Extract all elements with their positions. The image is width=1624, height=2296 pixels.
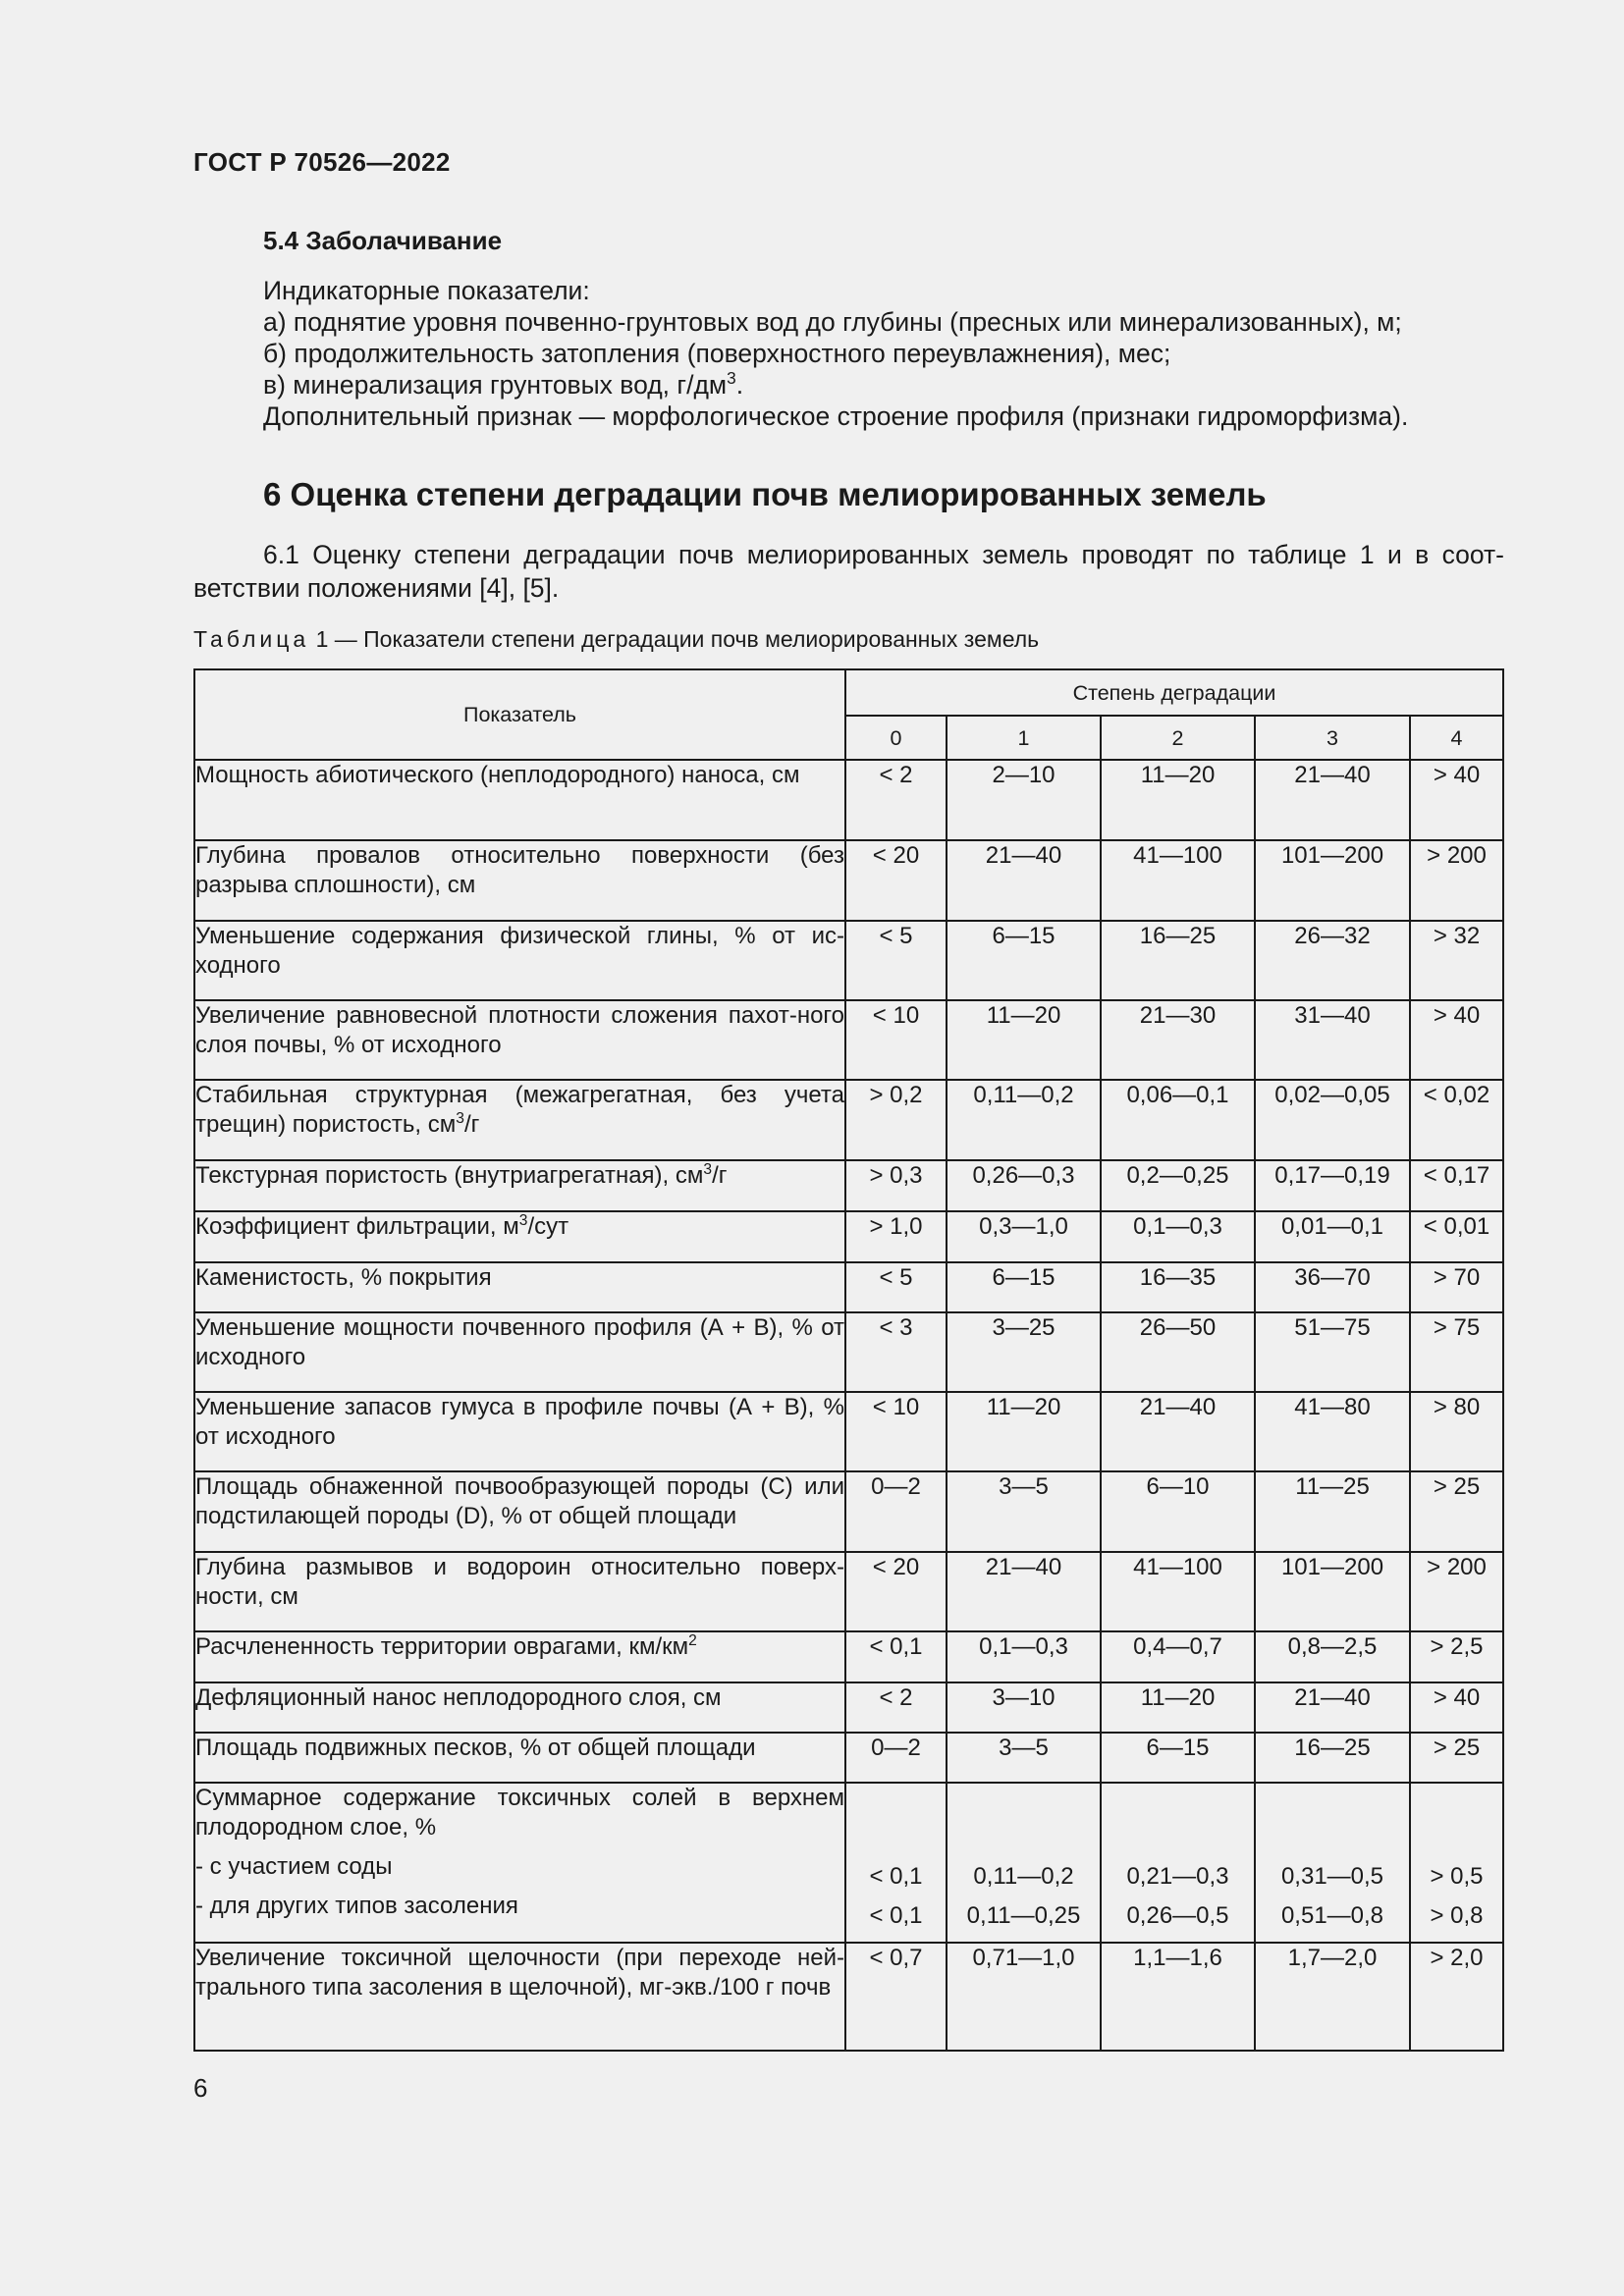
paragraph-line: б) продолжительность затопления (поверхностного переувлажнения), мес; — [263, 339, 1171, 368]
table-row — [194, 840, 1503, 921]
degree-value-cell: 21—40 — [947, 840, 1101, 921]
table-row — [194, 1000, 1503, 1080]
degree-value-cell: 21—40 — [1255, 760, 1410, 840]
value-soda: < 0,1 — [869, 1863, 923, 1890]
degree-value-cell: 0,4—0,7 — [1101, 1631, 1255, 1682]
degree-value-cell: 0,1—0,3 — [947, 1631, 1101, 1682]
degree-value-cell: 0—2 — [845, 1733, 947, 1783]
paragraph-line: Дополнительный признак — морфологическое строение профиля (признаки гидроморфизма). — [263, 401, 1409, 431]
section-5-4-title: 5.4 Заболачивание — [263, 226, 503, 255]
degradation-table — [193, 668, 1504, 2052]
value-other: 0,51—0,8 — [1280, 1902, 1384, 1929]
caption-label: Таблица — [193, 626, 310, 652]
degree-value-cell: 26—50 — [1101, 1312, 1255, 1392]
caption-text: 1 — Показатели степени деградации почв мелиорированных земель — [309, 626, 1040, 652]
degree-value-cell: 41—100 — [1101, 840, 1255, 921]
degree-value-cell: 31—40 — [1255, 1000, 1410, 1080]
degree-value-cell: 1,1—1,6 — [1101, 1943, 1255, 2051]
superscript: 3 — [456, 1110, 464, 1127]
table-row-salts — [194, 1783, 1503, 1943]
degree-header: 4 — [1410, 716, 1503, 760]
degree-value-cell: 0,8—2,5 — [1255, 1631, 1410, 1682]
degree-value-cell: 1,7—2,0 — [1255, 1943, 1410, 2051]
degree-value-cell — [947, 1783, 1101, 1943]
degree-value-cell: 21—40 — [947, 1552, 1101, 1631]
degree-value-cell: > 2,5 — [1410, 1631, 1503, 1682]
indicator-cell — [194, 1211, 845, 1262]
section-5-4-body — [263, 275, 1510, 432]
column-header-degree: Степень деградации — [845, 669, 1503, 716]
indicator-cell — [194, 1471, 845, 1552]
degree-value-cell: < 10 — [845, 1000, 947, 1080]
indicator-name: Уменьшение мощности почвенного профиля (А + В), % от исходного — [195, 1314, 844, 1370]
degree-value-cell: 0,06—0,1 — [1101, 1080, 1255, 1160]
degree-value-cell: > 25 — [1410, 1471, 1503, 1552]
indicator-cell — [194, 1000, 845, 1080]
indicator-cell — [194, 760, 845, 840]
superscript: 3 — [727, 368, 736, 389]
table-row — [194, 921, 1503, 1000]
degree-header: 3 — [1255, 716, 1410, 760]
indicator-name: Мощность абиотического (неплодородного) наноса, см — [195, 762, 800, 788]
table-row — [194, 1471, 1503, 1552]
degree-value-cell: < 3 — [845, 1312, 947, 1392]
degree-value-cell: > 40 — [1410, 1000, 1503, 1080]
degree-value-cell: < 2 — [845, 1682, 947, 1733]
degree-value-cell: < 5 — [845, 921, 947, 1000]
document-header: ГОСТ Р 70526—2022 — [193, 147, 451, 177]
degree-value-cell: 0,17—0,19 — [1255, 1160, 1410, 1211]
table-row — [194, 1552, 1503, 1631]
degree-value-cell: > 80 — [1410, 1392, 1503, 1471]
table-row — [194, 1682, 1503, 1733]
unit-tail: /г — [712, 1162, 728, 1189]
paragraph-line: 6.1 Оценку степени деградации почв мелиорированных земель проводят по таблице 1 и в соот- — [263, 540, 1504, 569]
indicator-cell — [194, 1631, 845, 1682]
table-row — [194, 760, 1503, 840]
value-other: < 0,1 — [869, 1902, 923, 1929]
degree-value-cell: 0,26—0,3 — [947, 1160, 1101, 1211]
degree-value-cell: < 0,17 — [1410, 1160, 1503, 1211]
value-soda: 0,21—0,3 — [1126, 1863, 1229, 1890]
degree-value-cell: > 25 — [1410, 1733, 1503, 1783]
degree-value-cell: > 70 — [1410, 1262, 1503, 1312]
table-row — [194, 1262, 1503, 1312]
table-caption — [193, 626, 1039, 653]
degree-value-cell: < 0,01 — [1410, 1211, 1503, 1262]
degree-value-cell: 6—10 — [1101, 1471, 1255, 1552]
indicator-name: Уменьшение запасов гумуса в профиле почвы (А + В), % от исходного — [195, 1394, 844, 1450]
degree-value-cell: < 20 — [845, 840, 947, 921]
indicator-subitem: - с участием соды — [195, 1853, 393, 1880]
table-row — [194, 1312, 1503, 1392]
degree-value-cell: 2—10 — [947, 760, 1101, 840]
degree-value-cell: > 32 — [1410, 921, 1503, 1000]
section-6-1-paragraph — [193, 538, 1504, 605]
value-other: 0,11—0,25 — [966, 1902, 1081, 1929]
value-soda: 0,11—0,2 — [973, 1863, 1074, 1890]
degree-value-cell: 21—30 — [1101, 1000, 1255, 1080]
degree-value-cell: 0,71—1,0 — [947, 1943, 1101, 2051]
degree-value-cell: 51—75 — [1255, 1312, 1410, 1392]
column-header-indicator: Показатель — [194, 669, 845, 760]
degree-value-cell: 16—35 — [1101, 1262, 1255, 1312]
degree-value-cell: 3—5 — [947, 1471, 1101, 1552]
degree-value-cell: < 0,7 — [845, 1943, 947, 2051]
indicator-name: Уменьшение содержания физической глины, % от ис-ходного — [195, 923, 844, 979]
indicator-cell — [194, 921, 845, 1000]
degree-value-cell: 0—2 — [845, 1471, 947, 1552]
superscript: 2 — [688, 1632, 697, 1649]
degree-value-cell: < 5 — [845, 1262, 947, 1312]
indicator-name: Дефляционный нанос неплодородного слоя, см — [195, 1684, 722, 1711]
degree-header: 1 — [947, 716, 1101, 760]
indicator-name: Площадь обнаженной почвообразующей породы (С) или подстилающей породы (D), % от общей площади — [195, 1473, 844, 1529]
unit-tail: /г — [463, 1111, 480, 1138]
degree-value-cell: 11—25 — [1255, 1471, 1410, 1552]
unit-tail: /сут — [527, 1213, 569, 1240]
table-row — [194, 1392, 1503, 1471]
paragraph-line: а) поднятие уровня почвенно-грунтовых вод до глубины (пресных или минерализованных), м; — [263, 307, 1402, 337]
degree-value-cell: > 0,2 — [845, 1080, 947, 1160]
line-text: в) минерализация грунтовых вод, г/дм — [263, 370, 728, 400]
degree-value-cell: > 40 — [1410, 760, 1503, 840]
indicator-cell — [194, 1080, 845, 1160]
degree-value-cell: 16—25 — [1255, 1733, 1410, 1783]
degree-value-cell: > 1,0 — [845, 1211, 947, 1262]
table-row — [194, 1631, 1503, 1682]
degree-value-cell: > 40 — [1410, 1682, 1503, 1733]
indicator-cell — [194, 1783, 845, 1943]
degree-value-cell: 6—15 — [947, 921, 1101, 1000]
degree-value-cell: > 2,0 — [1410, 1943, 1503, 2051]
table-row — [194, 1211, 1503, 1262]
degree-value-cell: < 2 — [845, 760, 947, 840]
degree-value-cell: 11—20 — [947, 1000, 1101, 1080]
degree-value-cell — [1101, 1783, 1255, 1943]
degree-value-cell: 0,3—1,0 — [947, 1211, 1101, 1262]
value-other: 0,26—0,5 — [1126, 1902, 1229, 1929]
degree-value-cell: 36—70 — [1255, 1262, 1410, 1312]
page-number: 6 — [193, 2073, 208, 2103]
paragraph-line — [263, 369, 1510, 400]
degree-value-cell: 3—10 — [947, 1682, 1101, 1733]
degree-value-cell: 0,01—0,1 — [1255, 1211, 1410, 1262]
superscript: 3 — [518, 1212, 528, 1229]
degree-value-cell: 3—5 — [947, 1733, 1101, 1783]
indicator-cell — [194, 1312, 845, 1392]
degree-value-cell — [1255, 1783, 1410, 1943]
indicator-name: Расчлененность территории оврагами, км/км — [195, 1633, 689, 1660]
degree-value-cell — [1410, 1783, 1503, 1943]
degree-value-cell: 41—80 — [1255, 1392, 1410, 1471]
table-row — [194, 1160, 1503, 1211]
table-body — [194, 760, 1503, 2051]
degree-value-cell: 0,1—0,3 — [1101, 1211, 1255, 1262]
degree-value-cell: > 200 — [1410, 1552, 1503, 1631]
table-row — [194, 1943, 1503, 2051]
degree-value-cell: 41—100 — [1101, 1552, 1255, 1631]
indicator-subitem: - для других типов засоления — [195, 1893, 518, 1919]
table-row — [194, 1080, 1503, 1160]
degree-value-cell: 21—40 — [1101, 1392, 1255, 1471]
degree-value-cell: > 75 — [1410, 1312, 1503, 1392]
indicator-name: Увеличение равновесной плотности сложения пахот-ного слоя почвы, % от исходного — [195, 1002, 844, 1058]
indicator-name: Каменистость, % покрытия — [195, 1264, 492, 1291]
degree-value-cell: < 0,1 — [845, 1631, 947, 1682]
degree-header: 2 — [1101, 716, 1255, 760]
degree-value-cell — [845, 1783, 947, 1943]
indicator-name: Суммарное содержание токсичных солей в верхнем плодородном слое, % — [195, 1785, 844, 1841]
section-6-title: 6 Оценка степени деградации почв мелиорированных земель — [263, 476, 1267, 512]
degree-value-cell: 101—200 — [1255, 840, 1410, 921]
degree-value-cell: 6—15 — [1101, 1733, 1255, 1783]
indicator-cell — [194, 1160, 845, 1211]
degree-value-cell: 0,11—0,2 — [947, 1080, 1101, 1160]
indicator-cell — [194, 1682, 845, 1733]
superscript: 3 — [703, 1161, 713, 1178]
indicator-cell: Увеличение токсичной щелочности (при переходе ней-трального типа засоления в щелочной), мг-экв./100 г почв — [194, 1943, 845, 2051]
indicator-name: Коэффициент фильтрации, м — [195, 1213, 519, 1240]
degree-value-cell: < 10 — [845, 1392, 947, 1471]
indicator-cell — [194, 840, 845, 921]
line-end: . — [735, 370, 744, 400]
degree-value-cell: > 0,3 — [845, 1160, 947, 1211]
indicator-cell — [194, 1262, 845, 1312]
table-row — [194, 1733, 1503, 1783]
degree-value-cell: 21—40 — [1255, 1682, 1410, 1733]
indicator-name: Глубина размывов и водороин относительно поверх-ности, см — [195, 1554, 844, 1610]
indicator-cell — [194, 1552, 845, 1631]
degree-value-cell: 101—200 — [1255, 1552, 1410, 1631]
degree-value-cell: 11—20 — [1101, 760, 1255, 840]
indicator-name: Стабильная структурная (межагрегатная, без учета трещин) пористость, см — [195, 1082, 844, 1138]
degree-value-cell: < 20 — [845, 1552, 947, 1631]
degree-value-cell: 3—25 — [947, 1312, 1101, 1392]
indicator-cell — [194, 1392, 845, 1471]
degree-value-cell: > 200 — [1410, 840, 1503, 921]
degree-value-cell: 0,02—0,05 — [1255, 1080, 1410, 1160]
paragraph-line: ветствии положениями [4], [5]. — [193, 573, 560, 603]
value-other: > 0,8 — [1430, 1902, 1484, 1929]
indicator-name: Глубина провалов относительно поверхности (без разрыва сплошности), см — [195, 842, 844, 898]
degree-value-cell: < 0,02 — [1410, 1080, 1503, 1160]
degree-value-cell: 11—20 — [1101, 1682, 1255, 1733]
degree-header: 0 — [845, 716, 947, 760]
degree-value-cell: 0,2—0,25 — [1101, 1160, 1255, 1211]
degree-value-cell: 11—20 — [947, 1392, 1101, 1471]
indicator-name: Текстурная пористость (внутриагрегатная), см — [195, 1162, 704, 1189]
paragraph-line: Индикаторные показатели: — [263, 276, 590, 305]
value-soda: 0,31—0,5 — [1280, 1863, 1384, 1890]
degree-value-cell: 6—15 — [947, 1262, 1101, 1312]
value-soda: > 0,5 — [1430, 1863, 1484, 1890]
degree-value-cell: 16—25 — [1101, 921, 1255, 1000]
degree-value-cell: 26—32 — [1255, 921, 1410, 1000]
indicator-cell — [194, 1733, 845, 1783]
indicator-name: Площадь подвижных песков, % от общей площади — [195, 1735, 756, 1761]
